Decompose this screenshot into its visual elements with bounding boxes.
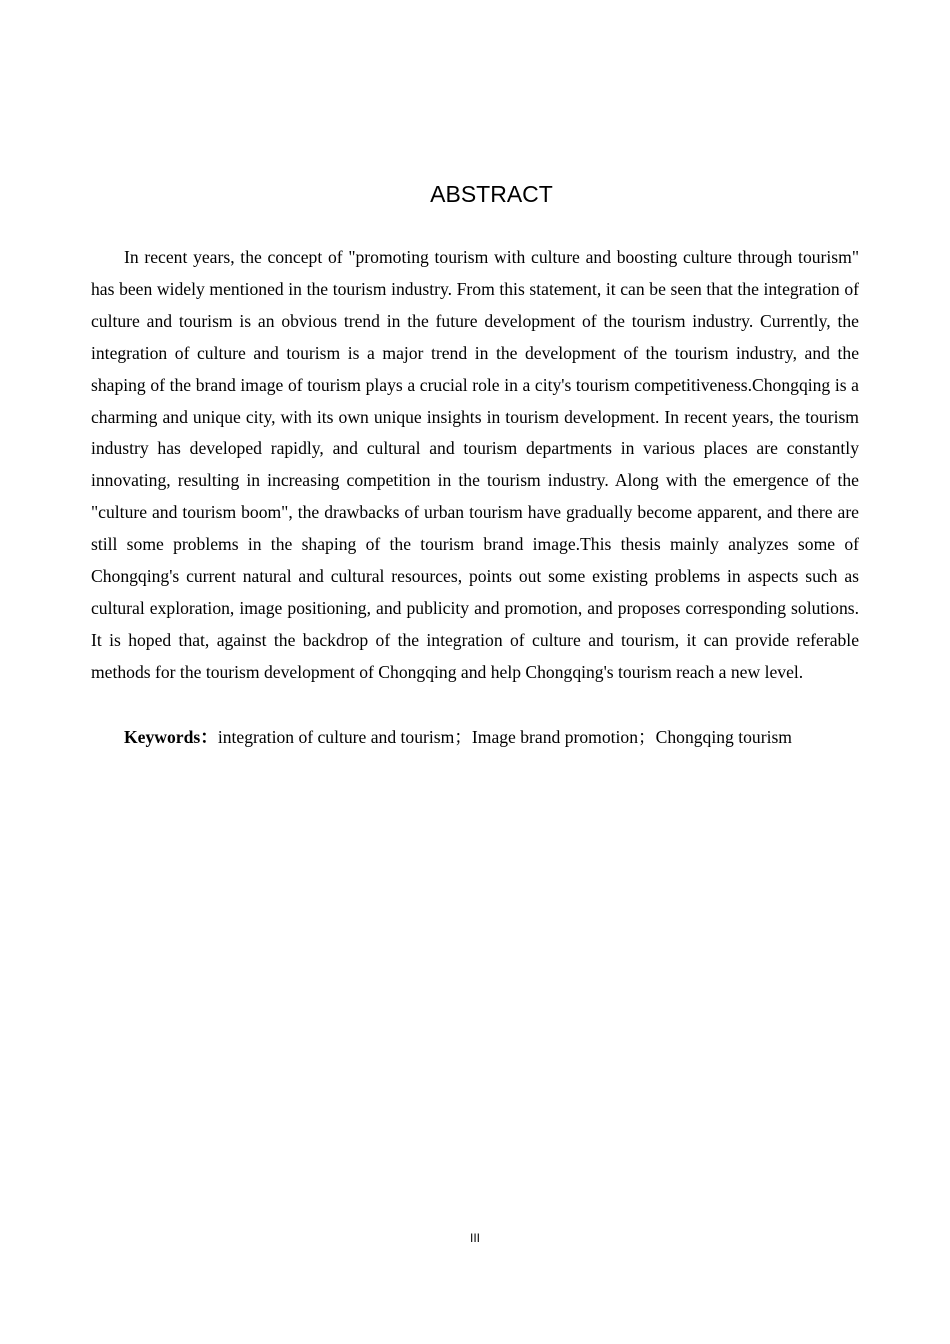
keyword-item: Chongqing tourism <box>655 727 792 747</box>
keywords-line <box>91 722 871 754</box>
keyword-item: integration of culture and tourism； <box>217 727 472 747</box>
page-number: III <box>469 1231 480 1245</box>
keywords-label: Keywords： <box>124 727 218 747</box>
abstract-title: ABSTRACT <box>430 181 553 207</box>
abstract-body: In recent years, the concept of "promoting tourism with culture and boosting culture through tourism" has been widely mentioned in the tourism industry. From this statement, it can be seen that the integration of culture and tourism is an obvious trend in the future development of the tourism industry. Currently, the integration of culture and tourism is a major trend in the development of the tourism industry, and the shaping of the brand image of tourism plays a crucial role in a city's tourism competitiveness.Chongqing is a charming and unique city, with its own unique insights in tourism development. In recent years, the tourism industry has developed rapidly, and cultural and tourism departments in various places are constantly innovating, resulting in increasing competition in the tourism industry. Along with the emergence of the "culture and tourism boom", the drawbacks of urban tourism have gradually become apparent, and there are still some problems in the shaping of the tourism brand image.This thesis mainly analyzes some of Chongqing's current natural and cultural resources, points out some existing problems in aspects such as cultural exploration, image positioning, and publicity and promotion, and proposes corresponding solutions. It is hoped that, against the backdrop of the integration of culture and tourism, it can provide referable methods for the tourism development of Chongqing and help Chongqing's tourism reach a new level. <box>91 247 859 682</box>
keyword-item: Image brand promotion； <box>471 727 656 747</box>
